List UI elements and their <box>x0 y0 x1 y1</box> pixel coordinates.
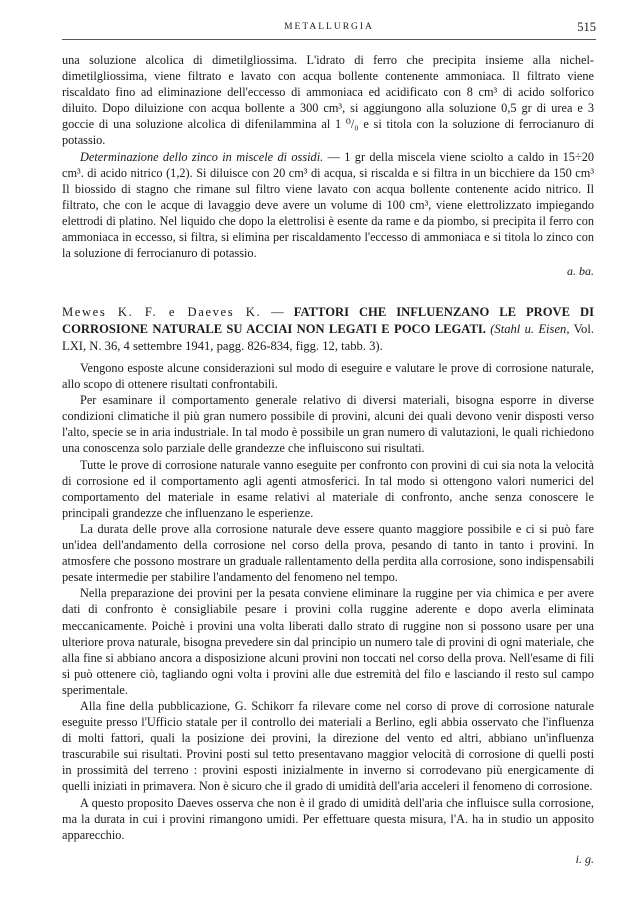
body-paragraph: Alla fine della pubblicazione, G. Schikorr fa rilevare come nel corso di prove di corrosione naturale eseguite presso l'Ufficio statale per il controllo dei materiali a Berlino, egli abbia osservato che l'influenza di molti fattori, quali la posizione dei provini, la direzione del vento ed altri, abbiano un'influenza trascurabile sui risultati. Provini posti sul tetto presentavano maggior velocità di corrosione di quelli posti in prossimità del terreno : provini esposti inizialmente in inverno si corrodevano più energicamente di quelli iniziati in primavera. Non è sicuro che il grado di umidità dell'aria acceleri il fenomeno di corrosione. <box>62 698 594 794</box>
body-paragraph: Per esaminare il comportamento generale relativo di diversi materiali, bisogna esporre in diverse condizioni climatiche il più gran numero possibile di provini, alcuni dei quali devono venir disposti verso l'alto, specie se in aria industriale. In tal modo è possibile un gran numero di valutazioni, le quali richiedono una conoscenza solo parziale delle grandezze che influiscono sui risultati. <box>62 393 594 456</box>
source-journal: (Stahl u. Eisen, <box>490 322 570 336</box>
signature-initials: a. ba. <box>567 264 594 279</box>
source-details: Vol. LXI, N. 36, 4 settembre 1941, pagg. 826-834, figg. 12, tabb. 3). <box>62 322 594 353</box>
paragraph-zinc-determination <box>62 149 594 262</box>
running-title: METALLURGIA <box>284 22 374 32</box>
body-paragraph: Vengono esposte alcune considerazioni sul modo di eseguire e valutare le prove di corrosione naturale, allo scopo di ottenere risultati confrontabili. <box>62 361 594 392</box>
article-title: FATTORI CHE INFLUENZANO LE PROVE DI CORROSIONE NATURALE SU ACCIAI NON LEGATI E POCO LEGATI. <box>62 305 594 336</box>
subheading-zinc: Determinazione dello zinco in miscele di ossidi. <box>80 149 324 164</box>
page-number: 515 <box>577 20 596 34</box>
title-dash: — <box>261 305 294 319</box>
zinc-nickel-section <box>62 52 594 279</box>
body-paragraph: A questo proposito Daeves osserva che non è il grado di umidità dell'aria che influisce sulla corrosione, ma la durata in cui i provini rimangono umidi. Per effettuare questa misura, l'A. ha in studio un apposito apparecchio. <box>62 795 594 842</box>
header-rule <box>62 39 596 40</box>
paragraph-nickel-titration: una soluzione alcolica di dimetilgliossima. L'idrato di ferro che precipita insieme alla nichel-dimetilgliossima, viene filtrato e lavato con acqua bollente contenente ammoniaca. Il filtrato viene riscaldato fino ad eliminazione dell'eccesso di ammoniaca ed acidificato con 8 cm³ di acido solforico diluito. Dopo diluizione con acqua bollente a 300 cm³, si aggiungono alla soluzione 0,5 gr di urea e 3 goccie di una soluzione alcolica di difenilammina al 1 ⁰/₀ e si titola con la soluzione di ferrocianuro di potassio. <box>62 53 594 148</box>
body-paragraph: Tutte le prove di corrosione naturale vanno eseguite per confronto con provini di cui sia nota la velocità di corrosione ed il comportamento agli agenti atmosferici. In tal modo si ottengono valori numerici del comportamento del materiale in esame relativi al materiale di confronto, anche senza conoscere le principali grandezze che influenzano le esperienze. <box>62 457 594 520</box>
article-heading <box>62 304 594 355</box>
article-authors: Mewes K. F. e Daeves K. <box>62 305 262 319</box>
body-paragraph: Nella preparazione dei provini per la pesata conviene eliminare la ruggine per via chimica e per avere dati di confronto è consigliabile pesare i provini colla ruggine aderente e dopo averla eliminata meccanicamente. Poichè i provini una volta liberati dallo strato di ruggine non si possono usare per una ulteriore prova naturale, bisogna prevedere sin dal principio un numero tale di provini di ogni materiale, che alla fine si abbiano ancora a disposizione alcuni provini non toccati nel corso della prova. Nell'esame di fili si può ottenere ciò, tagliando ogni volta i provini alle due estremità del filo e lasciando il resto sul campo sperimentale. <box>62 586 595 697</box>
running-header <box>62 20 596 36</box>
article-signature: i. g. <box>575 851 594 866</box>
body-paragraph: La durata delle prove alla corrosione naturale deve essere quanto maggiore possibile e ci si può fare un'idea dell'andamento della corrosione nel corso della prova, pesando di tanto in tanto i provini. In atmosfere che possono mostrare un graduale rallentamento della perdita alla corrosione, sono indispensabili pesate intermedie per stabilire l'andamento del fenomeno nel tempo. <box>62 521 594 585</box>
zinc-procedure-text: — 1 gr della miscela viene sciolto a caldo in 15÷20 cm³. di acido nitrico (1,2). Si diluisce con 20 cm³ di acqua, si riscalda e si filtra in un bicchiere da 150 cm³ Il biossido di stagno che rimane sul filtro viene lavato con acqua bollente contenente acido nitrico. Il filtrato, che con le acque di lavaggio deve avere un volume di 100 cm³, viene elettrolizzato impiegando elettrodi di platino. Nel liquido che dopo la elettrolisi è esente da rame e da piombo, si precipita il ferro con ammoniaca in eccesso, si filtra, si elimina per riscaldamento l'eccesso di ammoniaca e si titola lo zinco con la soluzione di ferrocianuro di potassio. <box>62 149 594 261</box>
article-body <box>62 360 594 867</box>
article-citation <box>62 304 594 355</box>
